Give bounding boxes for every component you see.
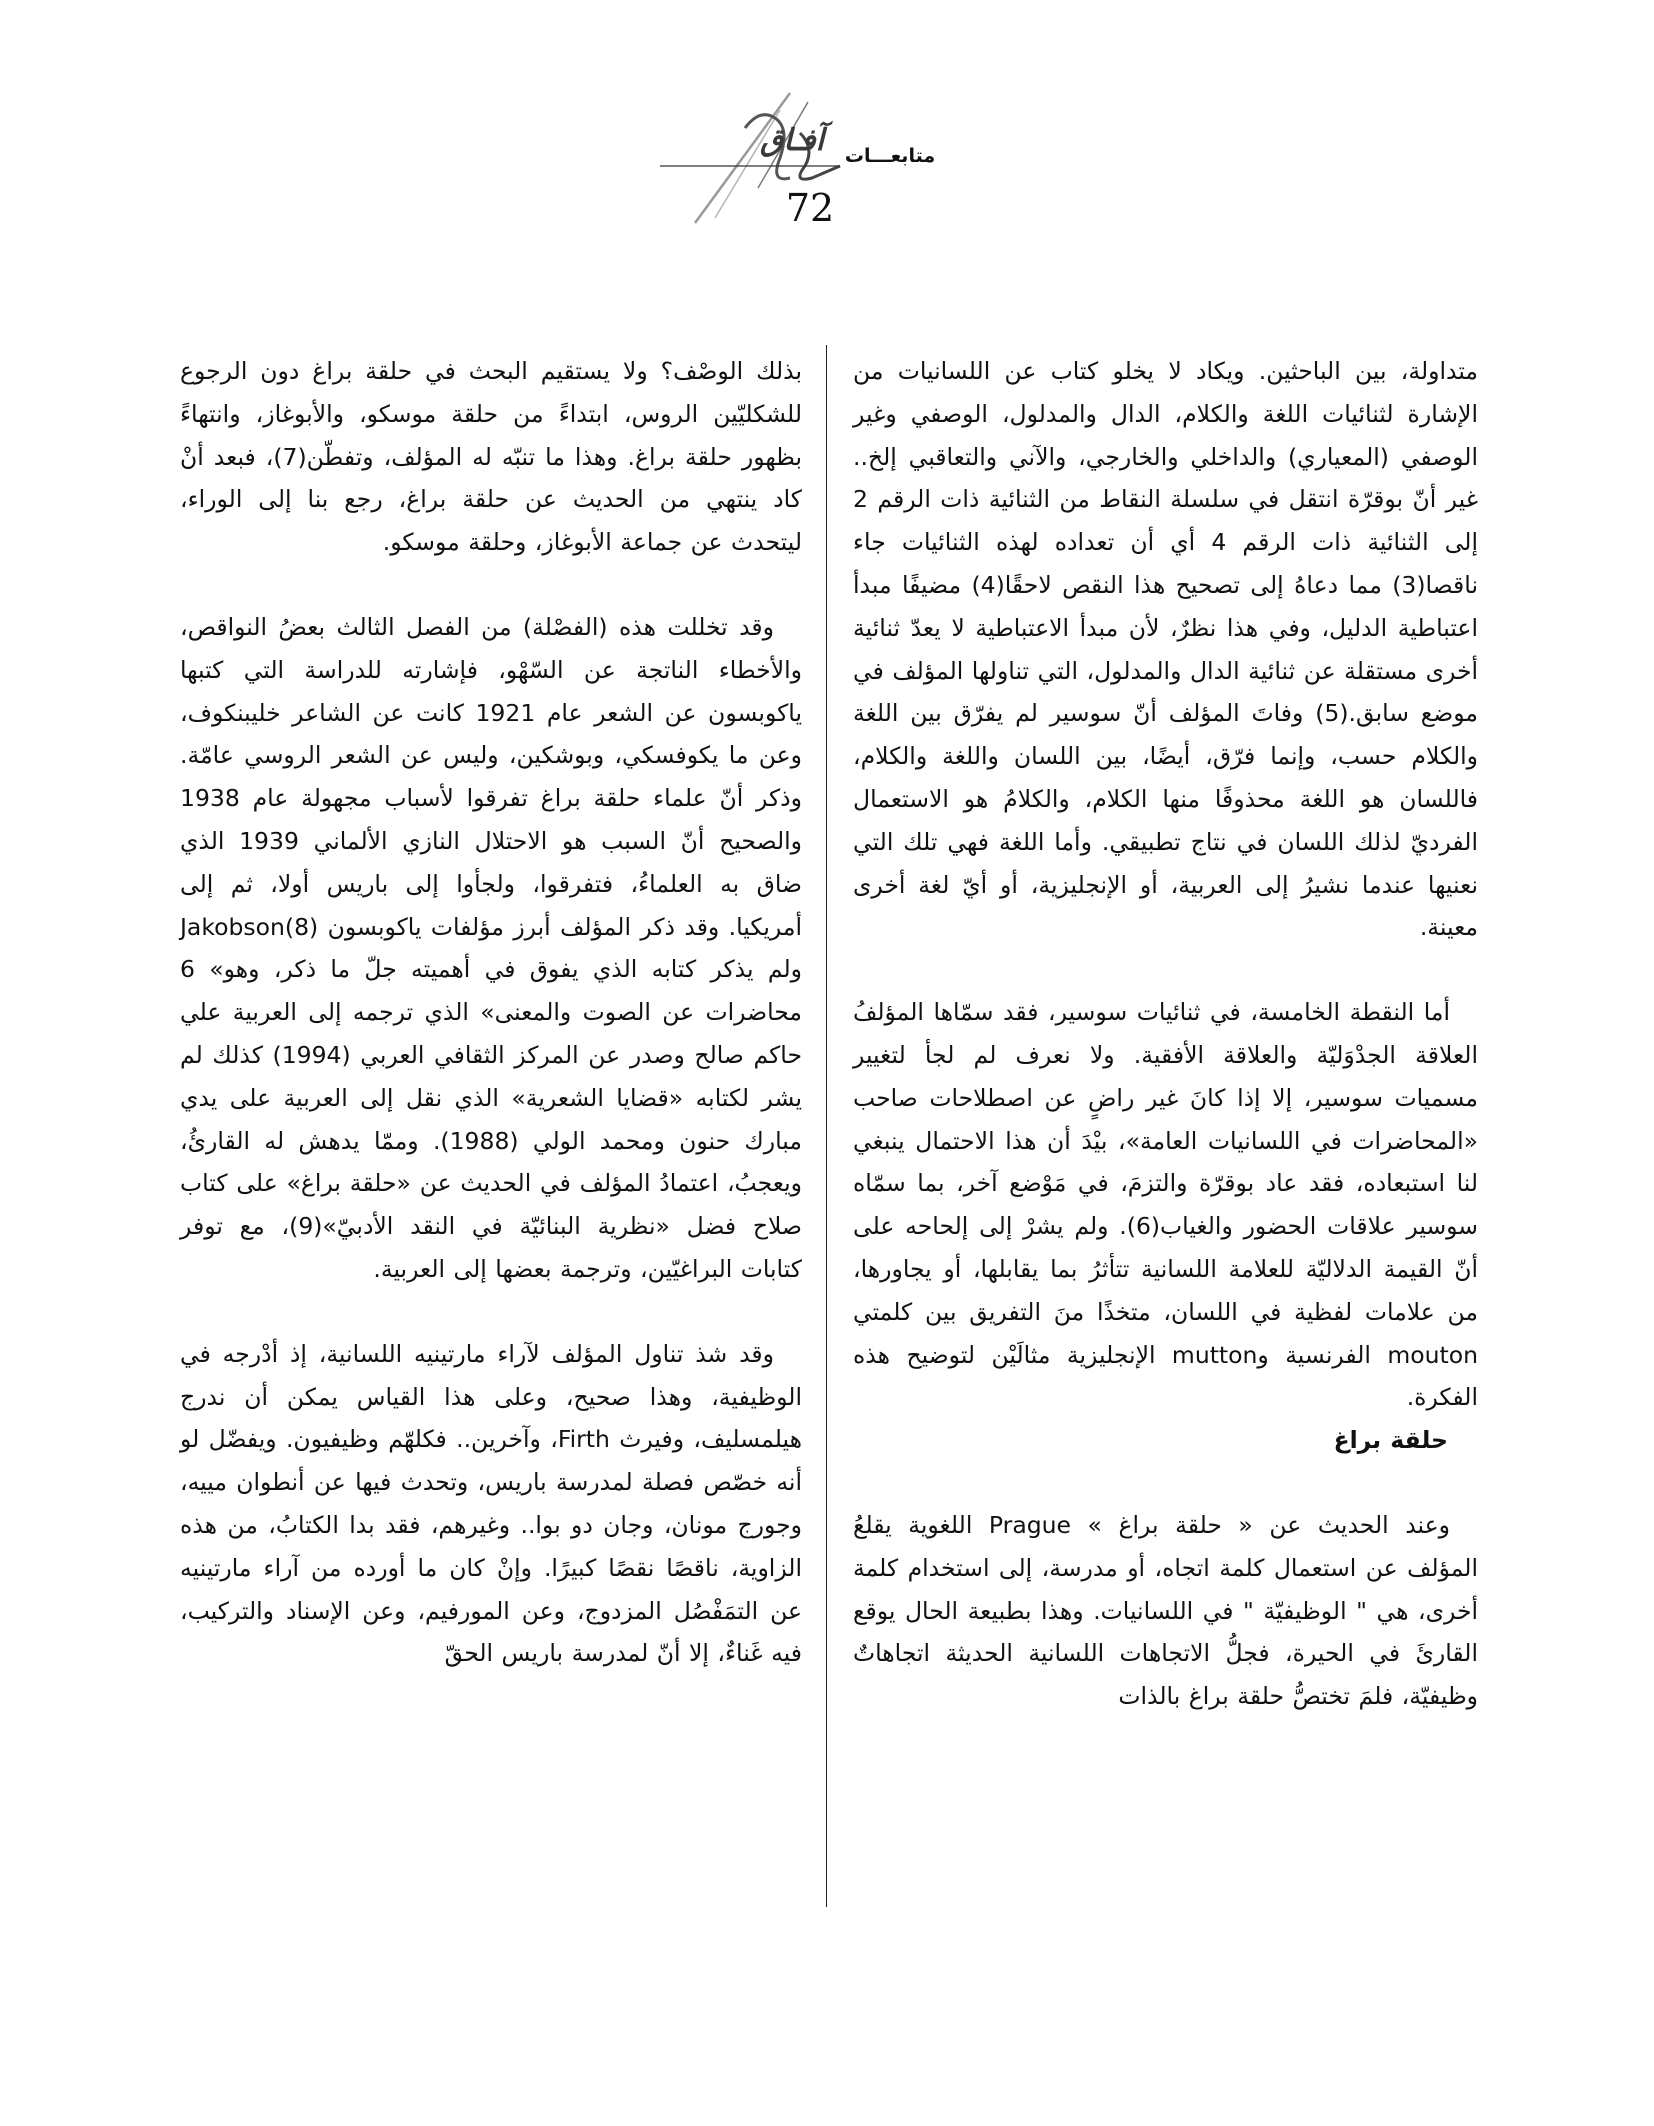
section-title: متابعـــات [844, 145, 936, 167]
page-number: 72 [785, 186, 835, 230]
column-divider [826, 345, 827, 1907]
paragraph: وقد شذ تناول المؤلف لآراء مارتينيه اللسانية، إذ أدْرجه في الوظيفية، وهذا صحيح، وعلى هذا القياس يمكن أن ندرج هيلمسليف، وفيرث Firth، وآخرين.. فكلهّم وظيفيون. ويفضّل لو أنه خصّص فصلة لمدرسة باريس، وتحدث فيها عن أنطوان مييه، وجورج مونان، وجان دو بوا.. وغيرهم، فقد بدا الكتابُ، من هذه الزاوية، ناقصًا نقصًا كبيرًا. وإنْ كان ما أورده من آراء مارتينيه عن التمَفْصُل المزدوج، وعن المورفيم، وعن الإسناد والتركيب، فيه غَناءٌ، إلا أنّ لمدرسة باريس الحقّ [180, 1339, 802, 1668]
logo-text: آفـاق [760, 123, 824, 158]
article-column-right [853, 350, 1478, 1718]
paragraph: وعند الحديث عن « حلقة براغ » Prague اللغوية يقلعُ المؤلف عن استعمال كلمة اتجاه، أو مدرسة، إلى استخدام كلمة أخرى، هي " الوظيفيّة " في اللسانيات. وهذا بطبيعة الحال يوقع القارئَ في الحيرة، فجلُّ الاتجاهات اللسانية الحديثة اتجاهاتٌ وظيفيّة، فلمَ تختصُّ حلقة براغ بالذات [853, 1510, 1478, 1711]
subheading-prague-circle: حلقة براغ [1333, 1426, 1448, 1455]
article-column-left [180, 350, 802, 1675]
paragraph: متداولة، بين الباحثين. ويكاد لا يخلو كتاب عن اللسانيات من الإشارة لثنائيات اللغة والكلام، الدال والمدلول، الوصفي وغير الوصفي (المعياري) والداخلي والخارجي، والآني والتعاقبي إلخ.. غير أنّ بوقرّة انتقل في سلسلة النقاط من الثنائية ذات الرقم 2 إلى الثنائية ذات الرقم 4 أي أن تعداده لهذه الثنائيات جاء ناقصا(3) مما دعاهُ إلى تصحيح هذا النقص لاحقًا(4) مضيفًا مبدأ اعتباطية الدليل، وفي هذا نظرٌ، لأن مبدأ الاعتباطية لا يعدّ ثنائية أخرى مستقلة عن ثنائية الدال والمدلول، التي تناولها المؤلف في موضع سابق.(5) وفاتَ المؤلف أنّ سوسير لم يفرّق بين اللغة والكلام حسب، وإنما فرّق، أيضًا، بين اللسان واللغة والكلام، فاللسان هو اللغة محذوفًا منها الكلام، والكلامُ هو الاستعمال الفرديّ لذلك اللسان في نتاج تطبيقي. وأما اللغة فهي تلك التي نعنيها عندما نشيرُ إلى العربية، أو الإنجليزية، أو أيّ لغة أخرى معينة. [853, 357, 1478, 942]
paragraph: أما النقطة الخامسة، في ثنائيات سوسير، فقد سمّاها المؤلفُ العلاقة الجدْوَليّة والعلاقة الأفقية. ولا نعرف لم لجأ لتغيير مسميات سوسير، إلا إذا كانَ غير راضٍ عن اصطلاحات صاحب «المحاضرات في اللسانيات العامة»، بيْدَ أن هذا الاحتمال ينبغي لنا استبعاده، فقد عاد بوقرّة والتزمَ، في مَوْضع آخر، بما سمّاه سوسير علاقات الحضور والغياب(6). ولم يشرْ إلى إلحاحه على أنّ القيمة الدلاليّة للعلامة اللسانية تتأثرُ بما يقابلها، أو يجاورها، من علامات لفظية في اللسان، متخذًا منَ التفريق بين كلمتي mouton الفرنسية وmutton الإنجليزية مثالَيْن لتوضيح هذه الفكرة. [853, 998, 1479, 1412]
paragraph: بذلك الوصْف؟ ولا يستقيم البحث في حلقة براغ دون الرجوع للشكليّين الروس، ابتداءً من حلقة موسكو، والأبوغاز، وانتهاءً بظهور حلقة براغ. وهذا ما تنبّه له المؤلف، وتفطّن(7)، فبعد أنْ كاد ينتهي من الحديث عن حلقة براغ، رجع بنا إلى الوراء، ليتحدث عن جماعة الأبوغاز، وحلقة موسكو. [180, 357, 802, 557]
paragraph: وقد تخللت هذه (الفصْلة) من الفصل الثالث بعضُ النواقص، والأخطاء الناتجة عن السّهْو، فإشارته للدراسة التي كتبها ياكوبسون عن الشعر عام 1921 كانت عن الشاعر خليبنكوف، وعن ما يكوفسكي، وبوشكين، وليس عن الشعر الروسي عامّة. وذكر أنّ علماء حلقة براغ تفرقوا لأسباب مجهولة عام 1938 والصحيح أنّ السبب هو الاحتلال النازي الألماني 1939 الذي ضاق به العلماءُ، فتفرقوا، ولجأوا إلى باريس أولا، ثم إلى أمريكيا. وقد ذكر المؤلف أبرز مؤلفات ياكوبسون Jakobson(8) ولم يذكر كتابه الذي يفوق في أهميته جلّ ما ذكر، وهو» 6 محاضرات عن الصوت والمعنى» الذي ترجمه إلى العربية علي حاكم صالح وصدر عن المركز الثقافي العربي (1994) كذلك لم يشر لكتابه «قضايا الشعرية» الذي نقل إلى العربية على يدي مبارك حنون ومحمد الولي (1988). وممّا يدهش له القارئُ، ويعجبُ، اعتمادُ المؤلف في الحديث عن «حلقة براغ» على كتاب صلاح فضل «نظرية البنائيّة في النقد الأدبيّ»(9)، مع توفر كتابات البراغيّين، وترجمة بعضها إلى العربية. [180, 612, 802, 1283]
